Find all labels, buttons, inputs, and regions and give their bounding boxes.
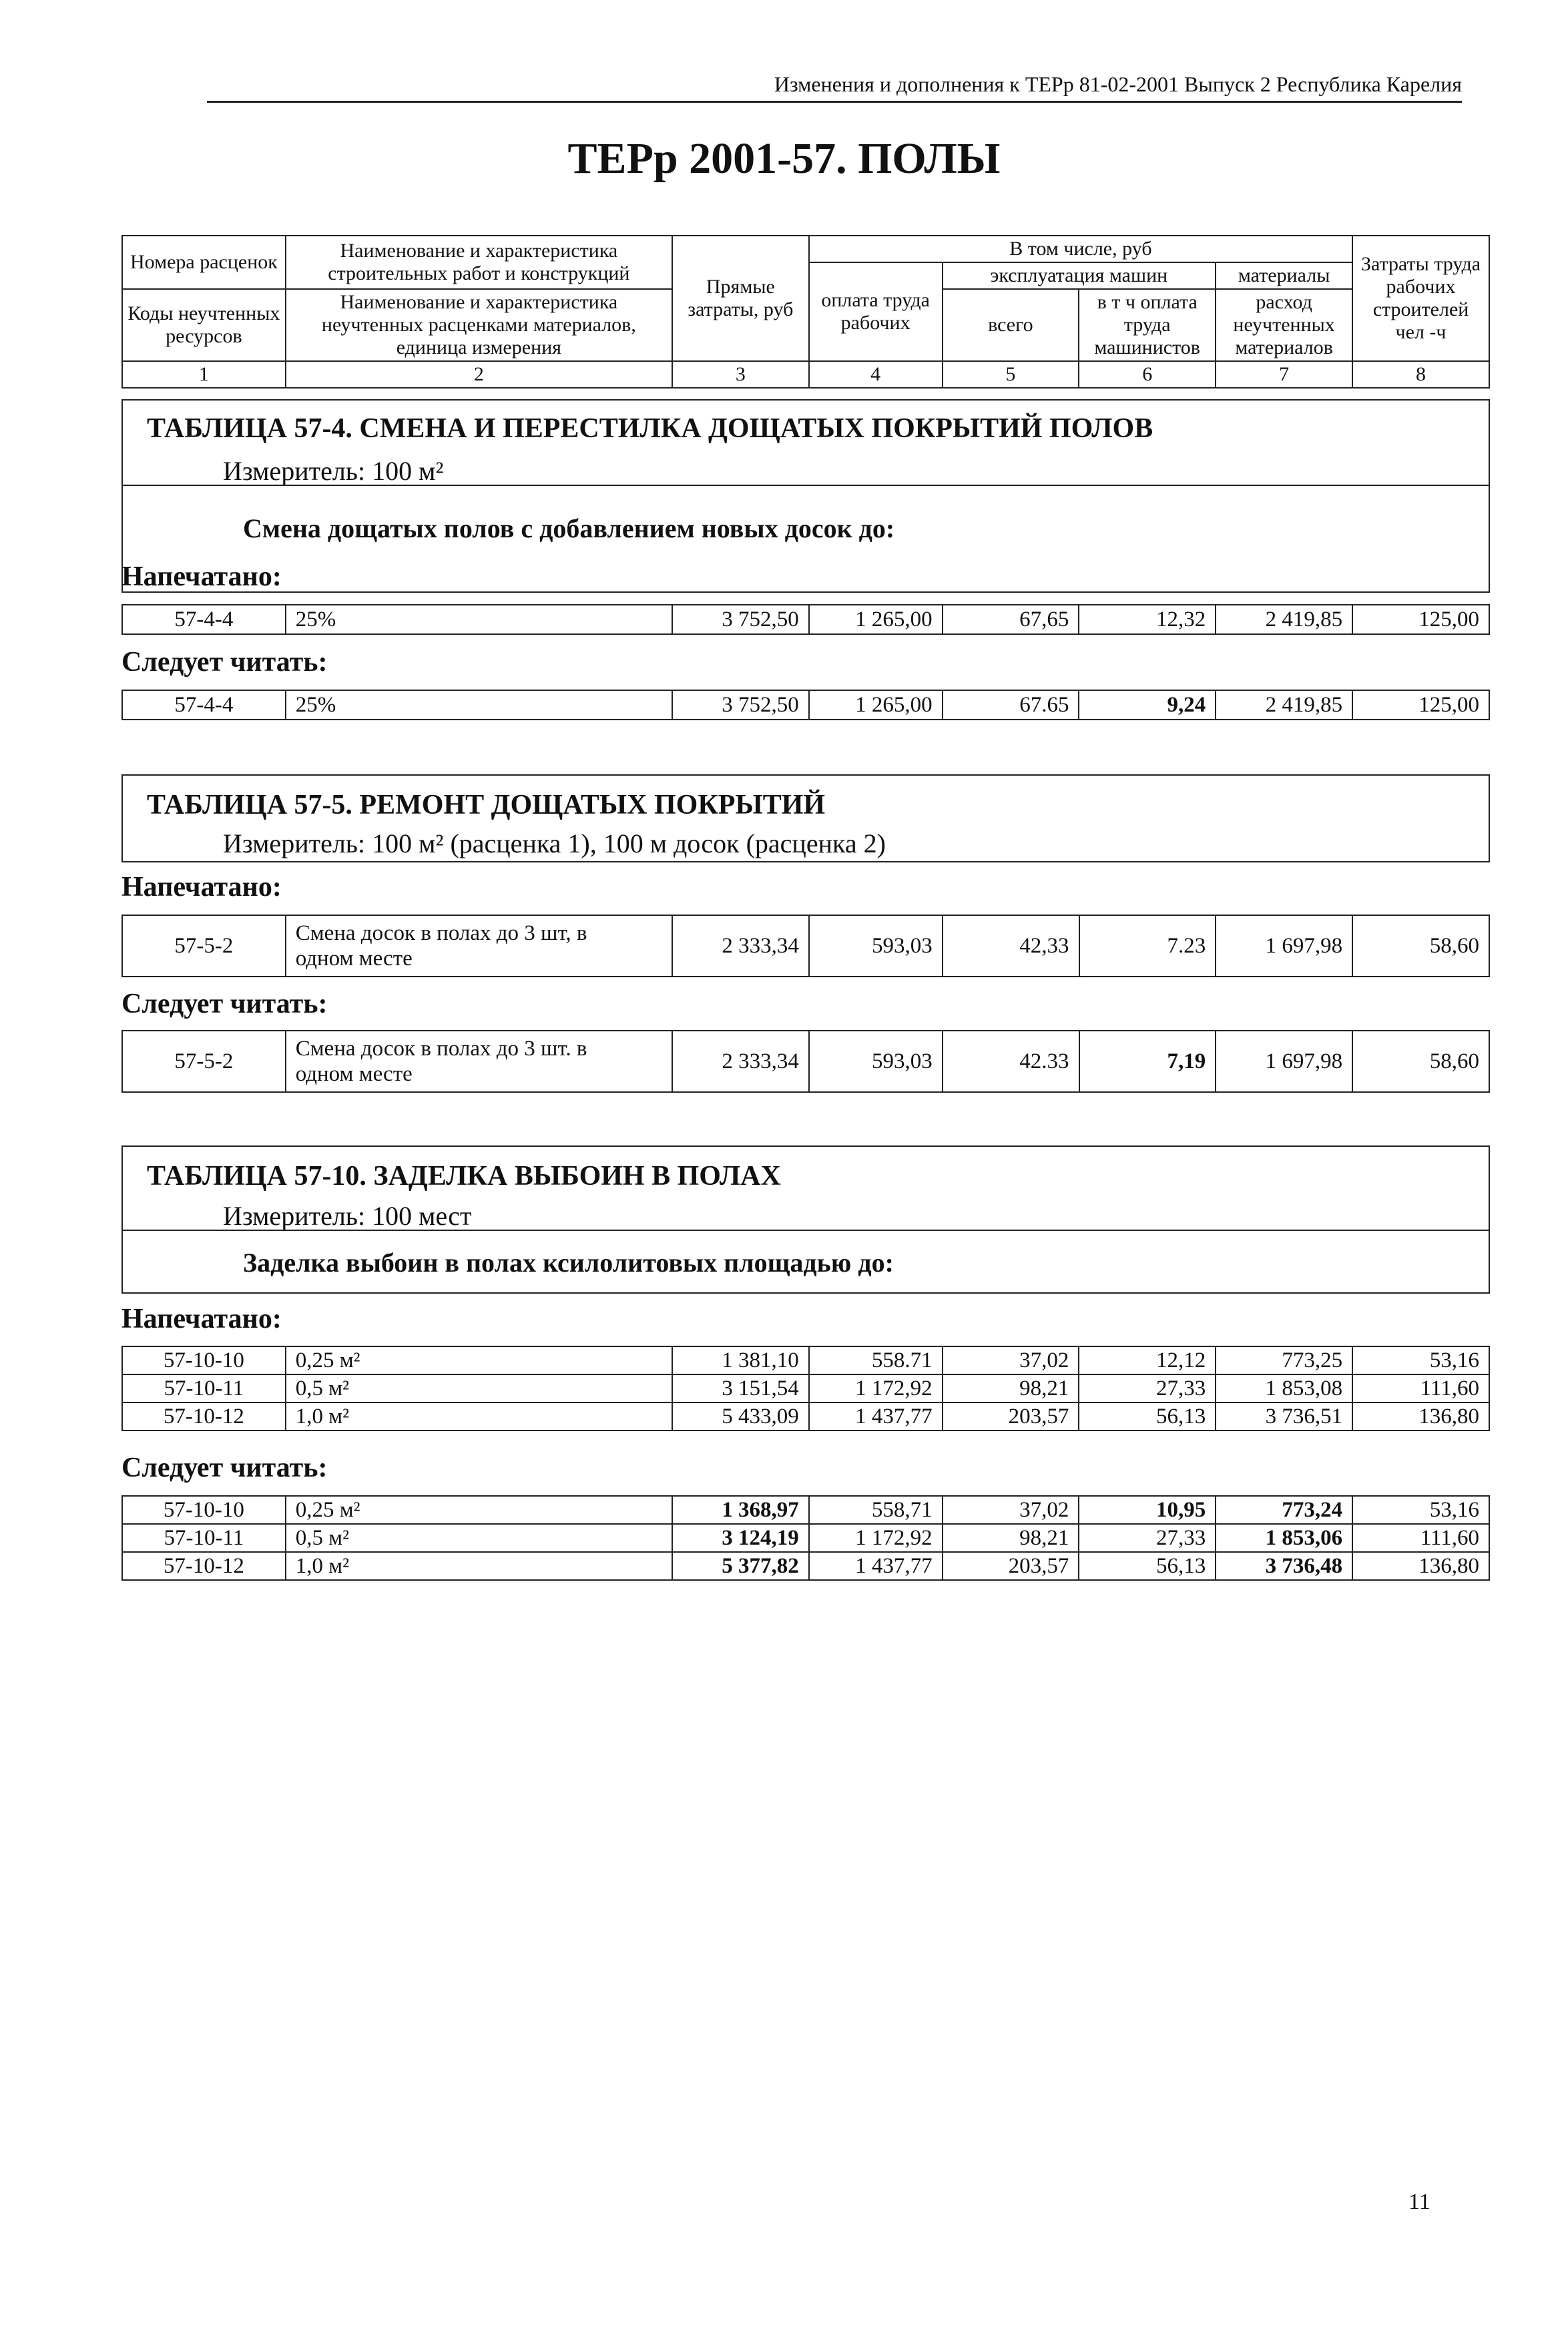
table-row: 57-10-10 0,25 м² 1 381,10 558.71 37,02 12,12 773,25 53,16 [122,1346,1489,1374]
page-number: 11 [1408,2189,1430,2214]
col-num: 4 [809,361,943,388]
col-including-header: В том числе, руб [809,236,1352,262]
page-title: ТЕРр 2001-57. ПОЛЫ [567,134,1001,183]
printed-label: Напечатано: [121,1304,282,1334]
printed-label: Напечатано: [121,561,282,592]
col-machines-total-header: всего [943,289,1079,361]
table-row: 57-10-11 0,5 м² 3 124,19 1 172,92 98,21 27,33 1 853,06 111,60 [122,1524,1489,1552]
table-row: 57-4-4 25% 3 752,50 1 265,00 67.65 9,24 2 419,85 125,00 [122,690,1489,720]
col-num: 6 [1079,361,1216,388]
table-57-5-title: ТАБЛИЦА 57-5. РЕМОНТ ДОЩАТЫХ ПОКРЫТИЙ [147,790,826,820]
table-57-10-printed [121,1346,1490,1431]
table-57-4-heading-box [121,399,1490,593]
table-57-10-correct [121,1495,1490,1581]
table-57-10-heading-box [121,1145,1490,1294]
col-worker-pay-header: оплата труда рабочих [809,262,943,361]
col-machines-header: эксплуатация машин [943,262,1216,289]
column-header-table [121,235,1490,388]
col-name-header: Наименование и характеристика строительных работ и конструкций [286,236,672,289]
col-name-res-header: Наименование и характеристика неучтенных расценками материалов, единица измерения [286,289,672,361]
col-num: 3 [672,361,809,388]
table-57-10-measure: Измеритель: 100 мест [223,1201,472,1231]
table-57-5-correct [121,1030,1490,1093]
printed-label: Напечатано: [121,872,282,902]
col-labor-hours-header: Затраты труда рабочих строителей чел -ч [1352,236,1489,361]
table-row: 57-10-12 1,0 м² 5 377,82 1 437,77 203,57 56,13 3 736,48 136,80 [122,1552,1489,1580]
table-57-4-subtitle: Смена дощатых полов с добавлением новых досок до: [243,513,895,543]
col-num: 5 [943,361,1079,388]
table-57-5-heading-box [121,774,1490,862]
should-read-label: Следует читать: [121,647,328,678]
table-row: 57-5-2 Смена досок в полах до 3 шт. в одном месте 2 333,34 593,03 42.33 7,19 1 697,98 58,60 [122,1031,1489,1092]
table-row: 57-10-11 0,5 м² 3 151,54 1 172,92 98,21 27,33 1 853,08 111,60 [122,1374,1489,1402]
table-row: 57-10-12 1,0 м² 5 433,09 1 437,77 203,57 56,13 3 736,51 136,80 [122,1402,1489,1431]
col-materials-header: материалы [1216,262,1352,289]
col-codes-header: Номера расценок [122,236,286,289]
table-57-10-subtitle: Заделка выбоин в полах ксилолитовых площадью до: [243,1248,894,1278]
col-num: 7 [1216,361,1352,388]
table-57-4-measure: Измеритель: 100 м² [223,456,444,486]
table-row: 57-10-10 0,25 м² 1 368,97 558,71 37,02 10,95 773,24 53,16 [122,1496,1489,1524]
running-header: Изменения и дополнения к ТЕРр 81-02-2001 Выпуск 2 Республика Карелия [207,72,1462,103]
table-57-4-title: ТАБЛИЦА 57-4. СМЕНА И ПЕРЕСТИЛКА ДОЩАТЫХ ПОКРЫТИЙ ПОЛОВ [147,413,1153,444]
table-row: 57-4-4 25% 3 752,50 1 265,00 67,65 12,32 2 419,85 125,00 [122,605,1489,634]
col-machinist-pay-header: в т ч оплата труда машинистов [1079,289,1216,361]
table-57-5-printed [121,915,1490,977]
col-num: 1 [122,361,286,388]
table-57-4-printed [121,604,1490,635]
table-row: 57-5-2 Смена досок в полах до 3 шт, в одном месте 2 333,34 593,03 42,33 7.23 1 697,98 58,60 [122,915,1489,977]
col-num: 8 [1352,361,1489,388]
should-read-label: Следует читать: [121,1453,328,1483]
col-direct-cost-header: Прямые затраты, руб [672,236,809,361]
table-57-4-correct [121,690,1490,720]
table-57-10-title: ТАБЛИЦА 57-10. ЗАДЕЛКА ВЫБОИН В ПОЛАХ [147,1161,781,1192]
col-num: 2 [286,361,672,388]
col-materials-use-header: расход неучтенных материалов [1216,289,1352,361]
table-57-5-measure: Измеритель: 100 м² (расценка 1), 100 м досок (расценка 2) [223,828,886,858]
should-read-label: Следует читать: [121,989,328,1019]
col-codes-res-header: Коды неучтенных ресурсов [122,289,286,361]
